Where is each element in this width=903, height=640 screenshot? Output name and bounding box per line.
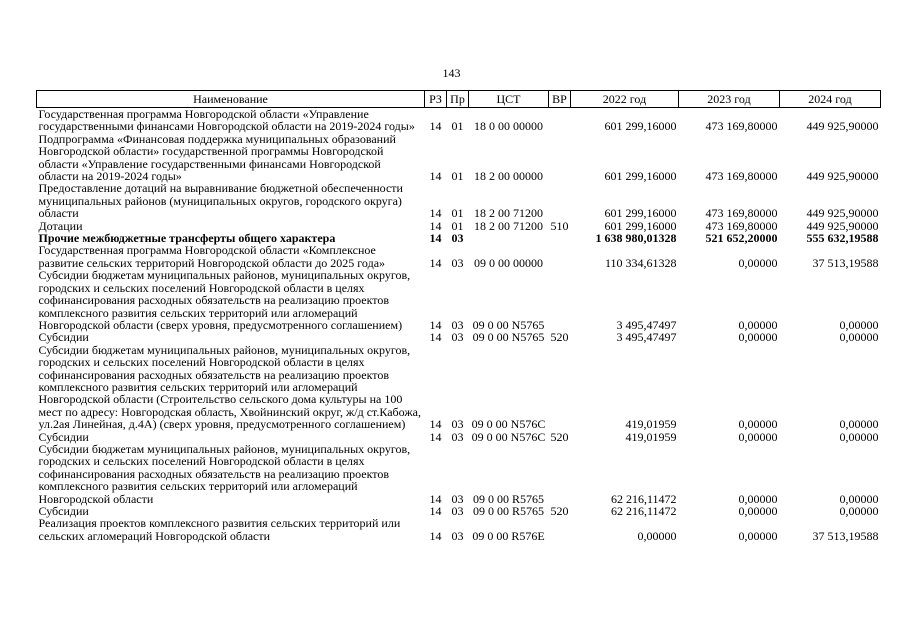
row-cst-cell: 09 0 00 N576С (471, 417, 546, 432)
row-name-cell: Дотации (38, 218, 83, 233)
row-pr-cell: 03 (451, 231, 464, 246)
row-2023-cell: 473 169,80000 (705, 206, 778, 221)
row-2024-cell: 37 513,19588 (812, 255, 879, 270)
row-vr-cell (549, 344, 571, 431)
row-2024-cell: 0,00000 (839, 504, 879, 518)
row-2024-cell: 0,00000 (839, 330, 879, 345)
row-vr-cell: 520 (550, 504, 569, 518)
row-2023-cell: 0,00000 (738, 429, 778, 444)
row-2023-cell: 473 169,80000 (705, 218, 778, 233)
row-2022-cell: 3 495,47497 (616, 330, 677, 345)
header-2022: 2022 год (571, 91, 679, 108)
row-name-cell: Предоставление дотаций на выравнивание бюджетной обеспеченности муниципальных районов (муниципальных округов, городского округа) области (38, 181, 403, 221)
row-name-cell: Субсидии (38, 504, 89, 518)
row-cst-cell: 09 0 00 R5765 (472, 491, 544, 506)
row-rz-cell: 14 (429, 491, 442, 506)
row-2022-cell: 0,00000 (637, 528, 677, 543)
row-name-cell: Субсидии (38, 429, 89, 444)
header-2024: 2024 год (780, 91, 881, 108)
row-2022-cell: 419,01959 (625, 429, 677, 444)
row-2023-cell: 0,00000 (738, 528, 778, 543)
row-name-cell: Подпрограмма «Финансовая поддержка муниципальных образований Новгородской области» государственной программы Новгородской области «Управление государственными финансами Новгородской области на 2019-2024 годы» (38, 131, 396, 184)
row-vr-cell (549, 182, 571, 219)
header-cst: ЦСТ (469, 91, 549, 108)
row-cst-cell: 09 0 00 R576E (472, 528, 545, 543)
budget-table (36, 90, 881, 542)
row-2022-cell: 601 299,16000 (604, 218, 677, 233)
row-pr-cell: 01 (451, 169, 464, 184)
row-name-cell: Субсидии бюджетам муниципальных районов, муниципальных округов, городских и сельских поселений Новгородской области в целях софинансирования расходных обязательств на реализацию проектов комплексного развития сельских территорий или агломераций Новгородской области (38, 441, 411, 506)
row-2022-cell: 419,01959 (625, 417, 677, 432)
row-vr-cell (549, 269, 571, 331)
row-pr-cell: 01 (451, 119, 464, 134)
row-2024-cell: 0,00000 (839, 417, 879, 432)
row-2022-cell: 110 334,61328 (604, 255, 677, 270)
table-row (37, 269, 881, 331)
row-vr-cell: 520 (550, 330, 569, 345)
row-2024-cell: 449 925,90000 (806, 206, 879, 221)
table-body (37, 108, 881, 543)
table-row (37, 331, 881, 343)
row-pr-cell: 03 (451, 504, 464, 518)
row-2022-cell: 601 299,16000 (604, 119, 677, 134)
row-2024-cell: 0,00000 (839, 429, 879, 444)
row-rz-cell: 14 (429, 255, 442, 270)
row-2023-cell: 0,00000 (738, 491, 778, 506)
row-name-cell: Субсидии (38, 330, 89, 345)
row-2023-cell: 473 169,80000 (705, 119, 778, 134)
row-2022-cell: 62 216,11472 (610, 504, 677, 518)
row-rz-cell: 14 (429, 231, 442, 246)
row-cst-cell: 09 0 00 R5765 (472, 504, 544, 518)
row-2024-cell: 555 632,19588 (806, 231, 879, 246)
row-name-cell: Государственная программа Новгородской области «Управление государственными финансами Новгородской области на 2019-2024 годы» (38, 107, 415, 134)
row-name-cell: Субсидии бюджетам муниципальных районов, муниципальных округов, городских и сельских поселений Новгородской области в целях софинансирования расходных обязательств на реализацию проектов комплексного развития сельских территорий или агломераций Новгородской области (Строительство сельского дома культуры на 100 мест по адресу: Новгородская область, Хвойнинский округ, ж/д ст.Кабожа, ул.2ая Линейная, д.4А) (сверх уровня, предусмотренного соглашением) (38, 342, 421, 432)
row-pr-cell: 03 (451, 429, 464, 444)
table-row (37, 182, 881, 219)
row-cst-cell: 18 0 00 00000 (474, 119, 543, 134)
row-vr-cell (549, 108, 571, 133)
row-pr-cell: 03 (451, 491, 464, 506)
row-name-cell: Субсидии бюджетам муниципальных районов, муниципальных округов, городских и сельских поселений Новгородской области в целях софинансирования расходных обязательств на реализацию проектов комплексного развития сельских территорий или агломераций Новгородской области (сверх уровня, предусмотренного соглашением) (38, 268, 411, 332)
row-2023-cell: 0,00000 (738, 317, 778, 332)
row-cst-cell: 09 0 00 N5765 (472, 330, 545, 345)
row-2022-cell: 601 299,16000 (604, 206, 677, 221)
row-2022-cell: 1 638 980,01328 (595, 231, 677, 246)
row-2024-cell: 0,00000 (839, 317, 879, 332)
row-pr-cell: 03 (451, 417, 464, 432)
header-pr: Пр (447, 91, 469, 108)
row-2024-cell: 449 925,90000 (806, 169, 879, 184)
row-cst-cell: 18 2 00 00000 (474, 169, 543, 184)
table-row (37, 443, 881, 505)
row-2024-cell: 37 513,19588 (812, 528, 879, 543)
table-row (37, 344, 881, 431)
row-pr-cell: 03 (451, 528, 464, 543)
row-rz-cell: 14 (429, 169, 442, 184)
row-rz-cell: 14 (429, 206, 442, 221)
row-rz-cell: 14 (429, 528, 442, 543)
row-vr-cell (549, 443, 571, 505)
row-vr-cell: 510 (550, 218, 569, 233)
row-2022-cell: 62 216,11472 (610, 491, 677, 506)
row-cst-cell: 09 0 00 N5765 (472, 317, 545, 332)
row-cst-cell (469, 232, 549, 244)
row-2024-cell: 449 925,90000 (806, 218, 879, 233)
row-pr-cell: 03 (451, 255, 464, 270)
table-row (37, 108, 881, 133)
table-row (37, 244, 881, 269)
row-rz-cell: 14 (429, 317, 442, 332)
row-2023-cell: 521 652,20000 (705, 231, 778, 246)
row-rz-cell: 14 (429, 429, 442, 444)
row-cst-cell: 18 2 00 71200 (474, 218, 543, 233)
row-2023-cell: 0,00000 (738, 330, 778, 345)
row-vr-cell (549, 133, 571, 183)
row-2024-cell: 449 925,90000 (806, 119, 879, 134)
row-cst-cell: 18 2 00 71200 (474, 206, 543, 221)
row-vr-cell (549, 517, 571, 542)
row-pr-cell: 03 (451, 330, 464, 345)
row-cst-cell: 09 0 00 N576С (471, 429, 546, 444)
row-pr-cell: 03 (451, 317, 464, 332)
row-name-cell: Реализация проектов комплексного развития сельских территорий или сельских агломераций Новгородской области (38, 516, 401, 543)
row-2023-cell: 473 169,80000 (705, 169, 778, 184)
header-name: Наименование (37, 91, 425, 108)
row-rz-cell: 14 (429, 504, 442, 518)
row-2022-cell: 3 495,47497 (616, 317, 677, 332)
table-header-row (37, 91, 881, 108)
row-vr-cell (549, 232, 571, 244)
row-pr-cell: 01 (451, 206, 464, 221)
row-rz-cell: 14 (429, 218, 442, 233)
row-rz-cell: 14 (429, 330, 442, 345)
row-2023-cell: 0,00000 (738, 417, 778, 432)
header-vr: ВР (549, 91, 571, 108)
row-cst-cell: 09 0 00 00000 (474, 255, 543, 270)
header-rz: РЗ (425, 91, 447, 108)
row-rz-cell: 14 (429, 119, 442, 134)
header-2023: 2023 год (679, 91, 780, 108)
row-name-cell: Прочие межбюджетные трансферты общего характера (38, 231, 336, 246)
row-vr-cell: 520 (550, 429, 569, 444)
row-rz-cell: 14 (429, 417, 442, 432)
row-name-cell: Государственная программа Новгородской области «Комплексное развитие сельских территорий Новгородской области до 2025 года» (38, 243, 386, 270)
row-2024-cell: 0,00000 (839, 491, 879, 506)
row-2023-cell: 0,00000 (738, 504, 778, 518)
row-2022-cell: 601 299,16000 (604, 169, 677, 184)
row-vr-cell (549, 244, 571, 269)
row-pr-cell: 01 (451, 218, 464, 233)
table-row (37, 133, 881, 183)
row-2023-cell: 0,00000 (738, 255, 778, 270)
table-row (37, 517, 881, 542)
page-number: 143 (442, 66, 461, 80)
